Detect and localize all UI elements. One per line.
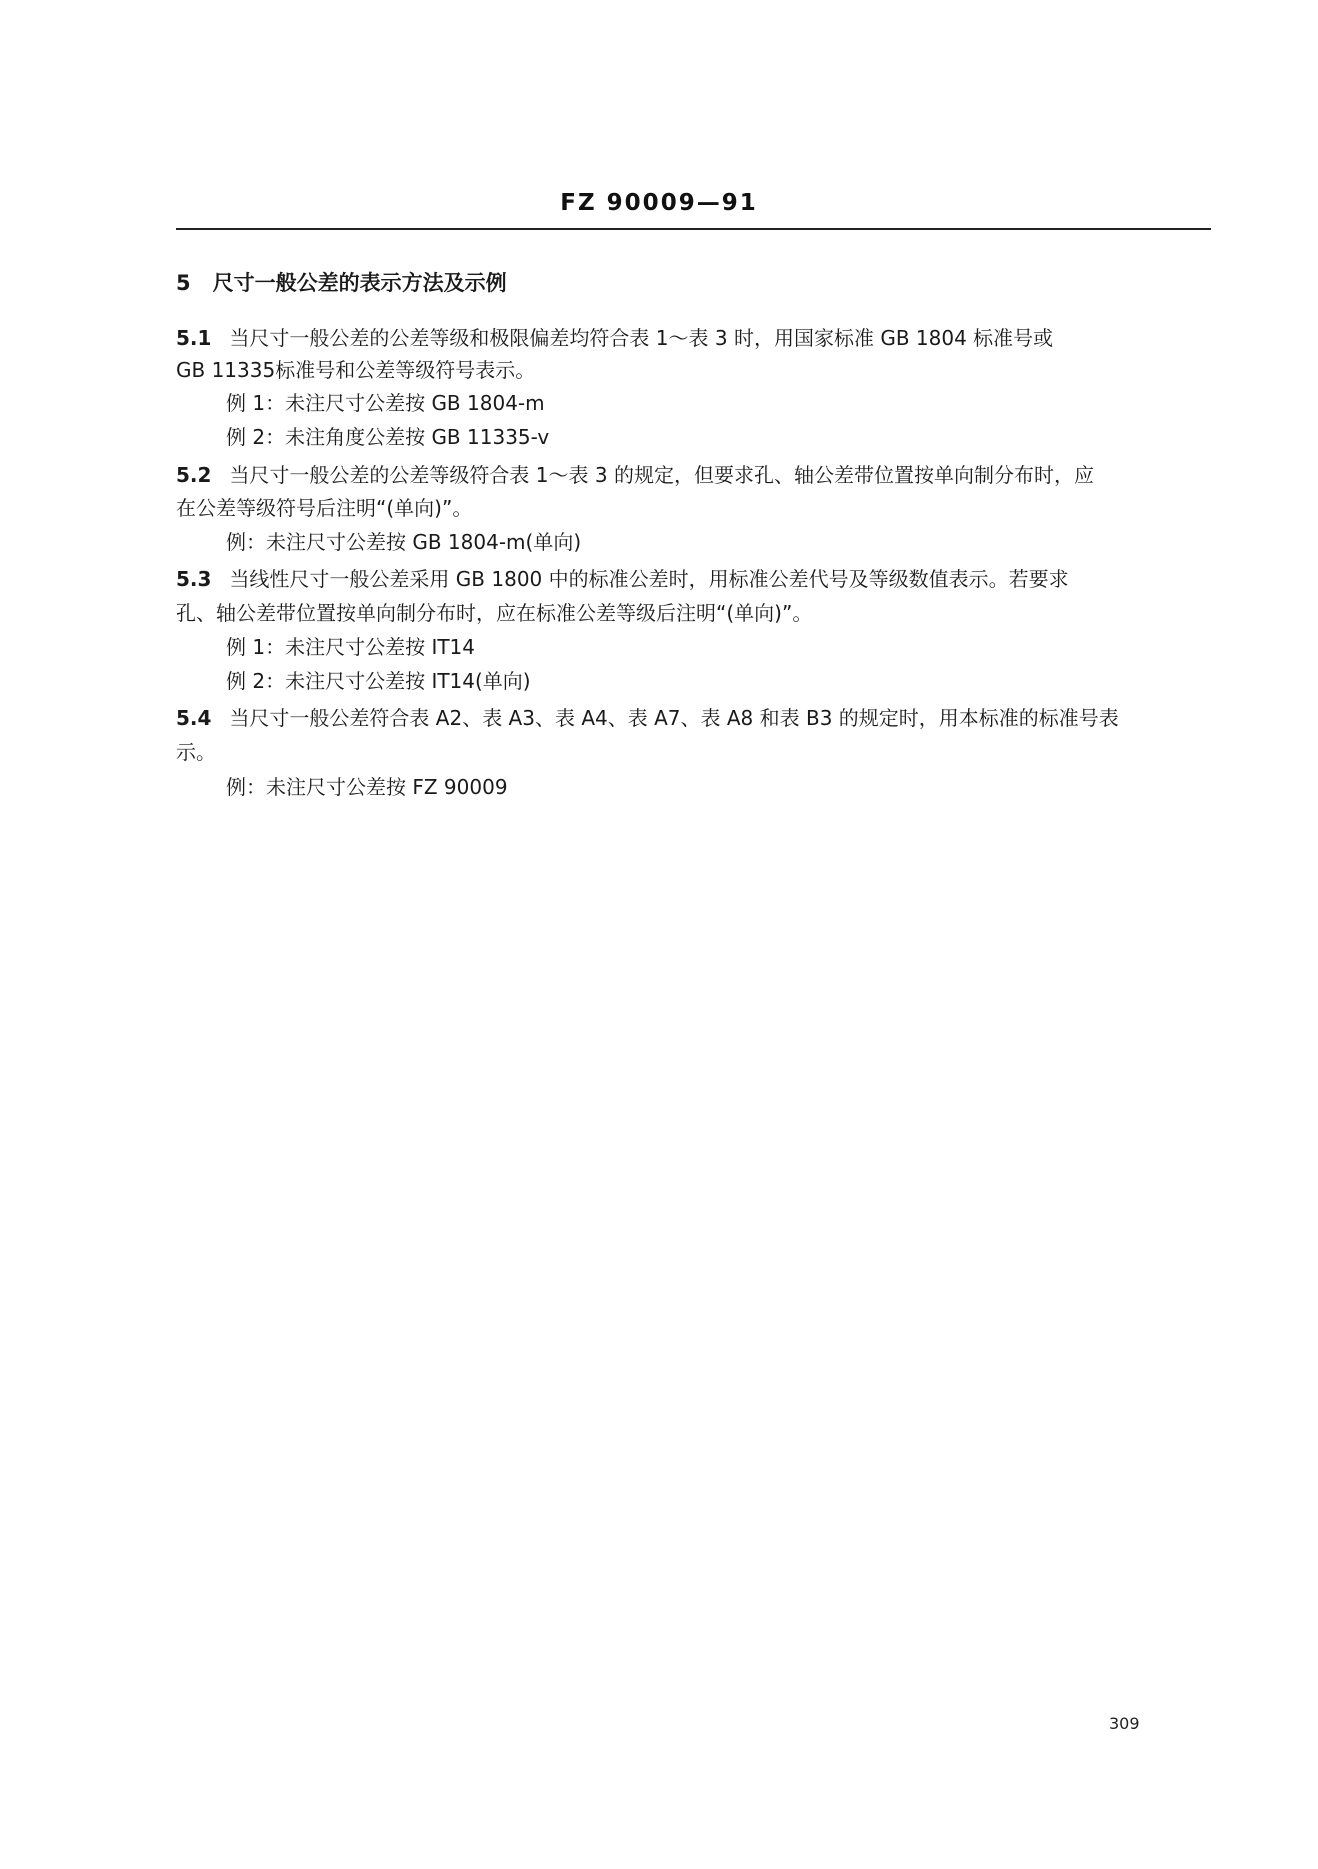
clause-text: 当尺寸一般公差的公差等级和极限偏差均符合表 1～表 3 时，用国家标准 GB 1804 标准号或 [229,326,1054,350]
clause-5-1-example-1: 例 1：未注尺寸公差按 GB 1804-m [226,391,545,415]
page-number: 309 [1109,1714,1140,1733]
clause-5-2-line-2: 在公差等级符号后注明“(单向)”。 [176,496,473,520]
section-number: 5 [176,271,191,295]
clause-5-4-line-1 [176,705,1119,731]
section-title: 尺寸一般公差的表示方法及示例 [212,271,507,295]
clause-number: 5.3 [176,567,212,591]
clause-5-4-example: 例：未注尺寸公差按 FZ 90009 [226,775,508,799]
clause-text: 当尺寸一般公差符合表 A2、表 A3、表 A4、表 A7、表 A8 和表 B3 的规定时，用本标准的标准号表 [229,706,1119,730]
clause-number: 5.4 [176,706,212,730]
clause-5-1-line-1 [176,325,1053,351]
section-heading [176,270,507,296]
clause-5-3-line-2: 孔、轴公差带位置按单向制分布时，应在标准公差等级后注明“(单向)”。 [176,601,813,625]
clause-number: 5.2 [176,463,212,487]
clause-text: 当线性尺寸一般公差采用 GB 1800 中的标准公差时，用标准公差代号及等级数值表示。若要求 [229,567,1069,591]
clause-5-1-line-2: GB 11335标准号和公差等级符号表示。 [176,358,536,382]
clause-5-3-line-1 [176,566,1069,592]
clause-number: 5.1 [176,326,212,350]
clause-5-2-example: 例：未注尺寸公差按 GB 1804-m(单向) [226,530,582,554]
header-divider [176,228,1211,230]
clause-5-3-example-1: 例 1：未注尺寸公差按 IT14 [226,635,476,659]
standard-code-header: FZ 90009—91 [560,190,758,216]
clause-5-1-example-2: 例 2：未注角度公差按 GB 11335-v [226,425,550,449]
clause-text: 当尺寸一般公差的公差等级符合表 1～表 3 的规定，但要求孔、轴公差带位置按单向制分布时，应 [229,463,1094,487]
clause-5-3-example-2: 例 2：未注尺寸公差按 IT14(单向) [226,669,531,693]
clause-5-4-line-2: 示。 [176,740,216,764]
clause-5-2-line-1 [176,462,1094,488]
